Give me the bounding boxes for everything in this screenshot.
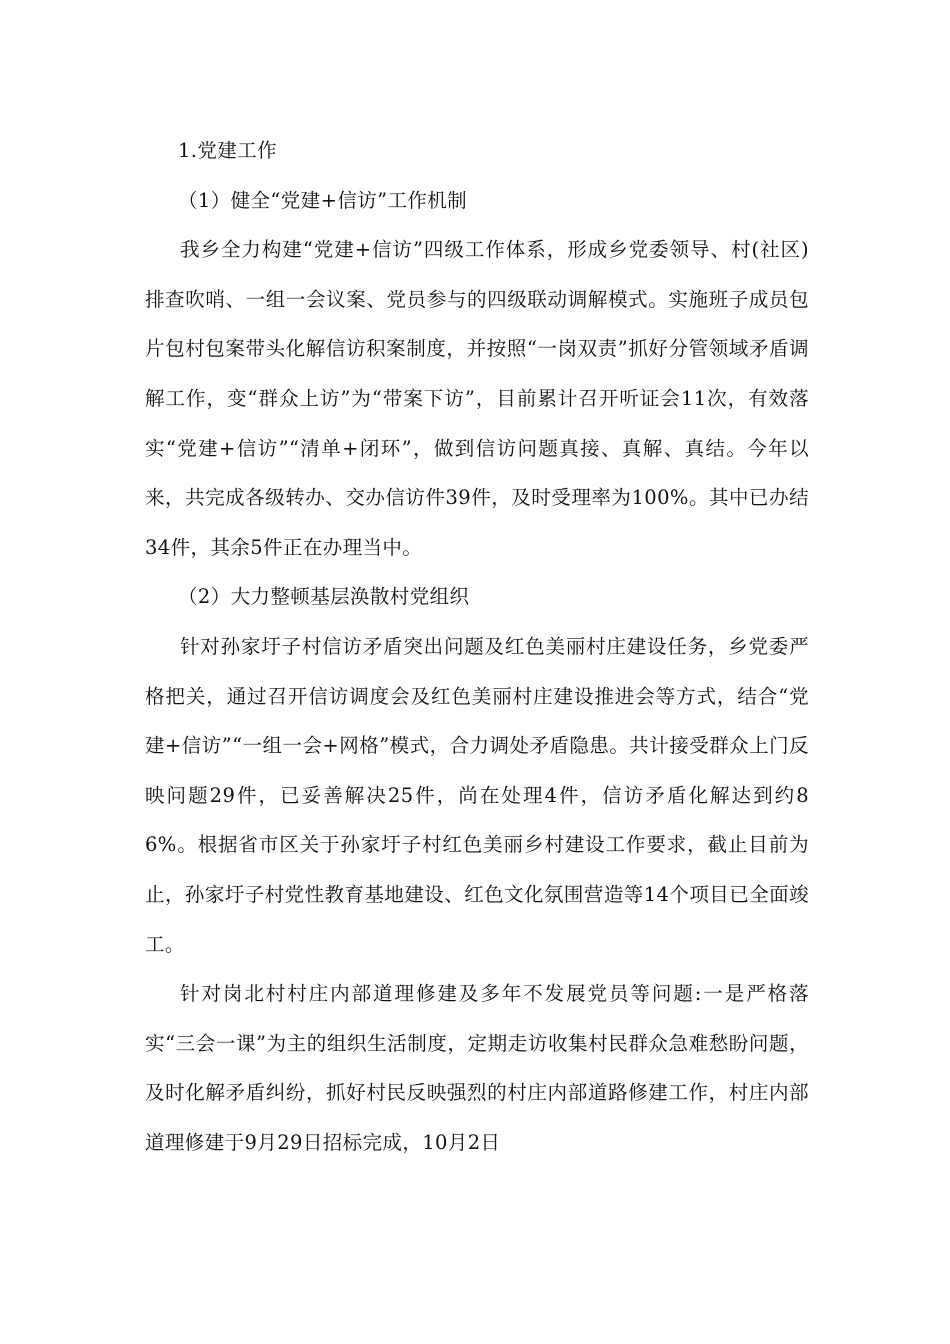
paragraph-gangbei-village: 针对岗北村村庄内部道理修建及多年不发展党员等问题:一是严格落实“三会一课”为主的组织生活制度，定期走访收集村民群众急难愁盼问题，及时化解矛盾纠纷，抓好村民反映强烈的村庄内部道路修建工作，村庄内部道理修建于9月29日招标完成，10月2日: [145, 982, 809, 1154]
paragraph-petition-system: 我乡全力构建“党建+信访”四级工作体系，形成乡党委领导、村(社区)排查吹哨、一组一会议案、党员参与的四级联动调解模式。实施班子成员包片包村包案带头化解信访积案制度，并按照“一岗双责”抓好分管领域矛盾调解工作，变“群众上访”为“带案下访”，目前累计召开听证会11次，有效落实“党建+信访”“清单+闭环”，做到信访问题真接、真解、真结。今年以来，共完成各级转办、交办信访件39件，及时受理率为100%。其中已办结34件，其余5件正在办理当中。: [145, 238, 809, 559]
document-body: [145, 126, 809, 1167]
paragraph-sunjiaweizi-village: 针对孙家圩子村信访矛盾突出问题及红色美丽村庄建设任务，乡党委严格把关，通过召开信访调度会及红色美丽村庄建设推进会等方式，结合“党建+信访”“一组一会+网格”模式，合力调处矛盾隐患。共计接受群众上门反映问题29件，已妥善解决25件，尚在处理4件，信访矛盾化解达到约86%。根据省市区关于孙家圩子村红色美丽乡村建设工作要求，截止目前为止，孙家圩子村党性教育基地建设、红色文化氛围营造等14个项目已全面竣工。: [145, 634, 809, 956]
subsection-heading-rectify-party-organizations: （2）大力整顿基层涣散村党组织: [178, 585, 470, 609]
subsection-heading-petition-mechanism: （1）健全“党建+信访”工作机制: [178, 188, 468, 212]
section-heading-party-building: 1.党建工作: [178, 139, 278, 162]
